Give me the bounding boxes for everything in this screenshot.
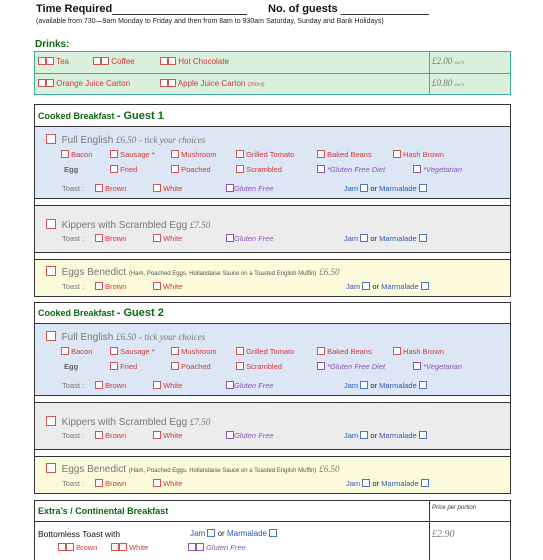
extras-brown-checkbox-2[interactable]: [66, 543, 74, 551]
guest-2-kip-white: White: [153, 431, 182, 440]
extras-jam-checkbox[interactable]: [207, 529, 215, 537]
guest-1-ben-jam-checkbox[interactable]: [362, 282, 370, 290]
guest-2-grilled-tomato-checkbox[interactable]: [236, 347, 244, 355]
guest-1-fe-toast: Toast :: [62, 184, 85, 193]
guest-2-fried-checkbox[interactable]: [110, 362, 118, 370]
drinks-heading: Drinks:: [35, 39, 70, 50]
guest-1-bacon-checkbox[interactable]: [61, 150, 69, 158]
guest-1-fe-marmalade-checkbox[interactable]: [419, 184, 427, 192]
guest-2-baked-beans: Baked Beans: [317, 347, 372, 356]
guest-1-ben-brown: Brown: [95, 282, 126, 291]
guest-1-fe-jam-checkbox[interactable]: [360, 184, 368, 192]
time-required-label: Time Required: [36, 3, 247, 15]
guest-2-sausage: Sausage *: [110, 347, 155, 356]
guest-2-poached: Poached: [171, 362, 211, 371]
guest-2-ben-white: White: [153, 479, 182, 488]
guest-2-mushroom: Mushroom: [171, 347, 217, 356]
guest-1-ben-brown-checkbox[interactable]: [95, 282, 103, 290]
guest-1-ben-marmalade-checkbox[interactable]: [421, 282, 429, 290]
guest-1-fe-brown: Brown: [95, 184, 126, 193]
guest-2-full-english-title: Full English £6.50 - tick your choices: [46, 331, 205, 343]
guest-1-kip-gluten-checkbox[interactable]: [226, 234, 234, 242]
guest-2-fried: Fried: [110, 362, 137, 371]
coffee-checkbox[interactable]: [93, 57, 101, 65]
guest-2-kip-toast: Toast :: [62, 431, 85, 440]
extras-marmalade-checkbox[interactable]: [269, 529, 277, 537]
guest-2-kip-jam-checkbox[interactable]: [360, 431, 368, 439]
orange-juice-checkbox[interactable]: [38, 79, 46, 87]
guest-2-mushroom-checkbox[interactable]: [171, 347, 179, 355]
extras-heading: Extra’s / Continental Breakfast: [38, 506, 169, 516]
guest-2-sausage-checkbox[interactable]: [110, 347, 118, 355]
extras-gluten: Gluten Free: [188, 543, 246, 552]
guests-field[interactable]: [341, 5, 429, 15]
guest-2-scrambled: Scrambled: [236, 362, 282, 371]
guest-2-gluten-diet-checkbox[interactable]: [317, 362, 325, 370]
guest-2-hash-brown: Hash Brown: [393, 347, 444, 356]
extras-white-checkbox[interactable]: [111, 543, 119, 551]
guest-1-egg-label: Egg: [64, 165, 79, 174]
guest-2-benedict-panel: [34, 456, 511, 494]
guest-1-heading: Cooked Breakfast - Guest 1: [38, 110, 164, 122]
guest-2-ben-white-checkbox[interactable]: [153, 479, 161, 487]
guest-1-fe-gluten: Gluten Free: [226, 184, 274, 193]
guest-2-scrambled-checkbox[interactable]: [236, 362, 244, 370]
guest-2-kippers-checkbox[interactable]: [46, 416, 56, 426]
guest-1-vegetarian-checkbox[interactable]: [413, 165, 421, 173]
extras-white: White: [111, 543, 148, 552]
drinks-row-1: [38, 57, 69, 66]
guest-2-fe-gluten-checkbox[interactable]: [226, 381, 234, 389]
guest-1-full-english-title: Full English £6.50 - tick your choices: [46, 134, 205, 146]
extras-brown: Brown: [58, 543, 97, 552]
guest-1-fe-jam: Jam or Marmalade: [344, 184, 427, 193]
guest-2-vegetarian: *Vegetarian: [413, 362, 462, 371]
guest-2-gluten-diet: *Gluten Free Diet: [317, 362, 385, 371]
guest-1-ben-toast: Toast :: [62, 282, 85, 291]
guest-1-items-row: Bacon: [61, 150, 92, 159]
guest-2-poached-checkbox[interactable]: [171, 362, 179, 370]
tea-checkbox[interactable]: [38, 57, 46, 65]
guest-1-gluten-diet-checkbox[interactable]: [317, 165, 325, 173]
extras-brown-checkbox[interactable]: [58, 543, 66, 551]
guest-2-fe-white-checkbox[interactable]: [153, 381, 161, 389]
guest-2-baked-beans-checkbox[interactable]: [317, 347, 325, 355]
guests-label: No. of guests: [268, 3, 429, 15]
guest-2-fe-jam: Jam or Marmalade: [344, 381, 427, 390]
guest-1-sausage-checkbox[interactable]: [110, 150, 118, 158]
guest-2-egg-label: Egg: [64, 362, 79, 371]
guest-2-fe-white: White: [153, 381, 182, 390]
guest-2-benedict-checkbox[interactable]: [46, 463, 56, 473]
guest-1-kip-jam: Jam or Marmalade: [344, 234, 427, 243]
orange-juice-option: Orange Juice Carton: [38, 79, 130, 88]
guest-2-kip-gluten-checkbox[interactable]: [226, 431, 234, 439]
guest-1-kippers-title: Kippers with Scrambled Egg £7.50: [46, 219, 210, 231]
guest-1-kip-jam-checkbox[interactable]: [360, 234, 368, 242]
guest-2-fe-toast: Toast :: [62, 381, 85, 390]
guest-1-sausage: Sausage *: [110, 150, 155, 159]
extras-jam: Jam or Marmalade: [190, 529, 277, 538]
guest-2-heading: Cooked Breakfast - Guest 2: [38, 307, 164, 319]
guest-1-scrambled-checkbox[interactable]: [236, 165, 244, 173]
guest-1-kip-white: White: [153, 234, 182, 243]
hot-chocolate-option: Hot Chocolate: [160, 57, 229, 66]
extras-price: £2.90: [432, 529, 455, 540]
hot-chocolate-checkbox-2[interactable]: [168, 57, 176, 65]
guest-1-benedict-panel: [34, 259, 511, 297]
guest-2-bacon-checkbox[interactable]: [61, 347, 69, 355]
guest-2-ben-brown: Brown: [95, 479, 126, 488]
guest-1-benedict-title: Eggs Benedict (Ham, Poached Eggs, Hollandaise Sauce on a Toasted English Muffin) £6.50: [46, 266, 339, 278]
guest-2-ben-brown-checkbox[interactable]: [95, 479, 103, 487]
tea-checkbox-2[interactable]: [46, 57, 54, 65]
guest-1-kippers-checkbox[interactable]: [46, 219, 56, 229]
guest-2-kip-brown: Brown: [95, 431, 126, 440]
guest-2-fe-brown: Brown: [95, 381, 126, 390]
time-required-field[interactable]: [112, 5, 247, 15]
extras-white-checkbox-2[interactable]: [119, 543, 127, 551]
hot-chocolate-checkbox[interactable]: [160, 57, 168, 65]
guest-2-fe-marmalade-checkbox[interactable]: [419, 381, 427, 389]
guest-2-bacon: Bacon: [61, 347, 92, 356]
guest-1-poached: Poached: [171, 165, 211, 174]
guest-1-fried-checkbox[interactable]: [110, 165, 118, 173]
guest-1-fe-white-checkbox[interactable]: [153, 184, 161, 192]
guest-1-ben-white: White: [153, 282, 182, 291]
guest-2-kip-white-checkbox[interactable]: [153, 431, 161, 439]
guest-2-ben-toast: Toast :: [62, 479, 85, 488]
guest-2-grilled-tomato: Grilled Tomato: [236, 347, 294, 356]
guest-2-fe-gluten: Gluten Free: [226, 381, 274, 390]
guest-2-kip-brown-checkbox[interactable]: [95, 431, 103, 439]
guest-1-gluten-diet: *Gluten Free Diet: [317, 165, 385, 174]
guest-1-fe-gluten-checkbox[interactable]: [226, 184, 234, 192]
guest-2-benedict-title: Eggs Benedict (Ham, Poached Eggs, Hollandaise Sauce on a Toasted English Muffin) £6.50: [46, 463, 339, 475]
guest-2-kippers-title: Kippers with Scrambled Egg £7.50: [46, 416, 210, 428]
drinks-price-1: £2.00 each: [432, 56, 464, 66]
guest-2-full-english-checkbox[interactable]: [46, 331, 56, 341]
guest-1-kip-brown-checkbox[interactable]: [95, 234, 103, 242]
guest-1-fried: Fried: [110, 165, 137, 174]
guest-1-mushroom: Mushroom: [171, 150, 217, 159]
guest-1-fe-brown-checkbox[interactable]: [95, 184, 103, 192]
guest-2-ben-jam: Jam or Marmalade: [346, 479, 429, 488]
guest-2-kip-jam: Jam or Marmalade: [344, 431, 427, 440]
guest-1-grilled-tomato-checkbox[interactable]: [236, 150, 244, 158]
guest-2-ben-jam-checkbox[interactable]: [362, 479, 370, 487]
guest-1-fe-white: White: [153, 184, 182, 193]
guest-1-kip-marmalade-checkbox[interactable]: [419, 234, 427, 242]
guest-1-kip-gluten: Gluten Free: [226, 234, 274, 243]
guest-1-grilled-tomato: Grilled Tomato: [236, 150, 294, 159]
guest-1-benedict-checkbox[interactable]: [46, 266, 56, 276]
tea-label: Tea: [56, 57, 69, 66]
guest-2-vegetarian-checkbox[interactable]: [413, 362, 421, 370]
coffee-option: Coffee: [93, 57, 135, 66]
guest-1-full-english-checkbox[interactable]: [46, 134, 56, 144]
guest-1-kip-toast: Toast :: [62, 234, 85, 243]
guest-1-vegetarian: *Vegetarian: [413, 165, 462, 174]
guest-1-baked-beans-checkbox[interactable]: [317, 150, 325, 158]
guest-1-poached-checkbox[interactable]: [171, 165, 179, 173]
guest-1-kip-brown: Brown: [95, 234, 126, 243]
guest-1-baked-beans: Baked Beans: [317, 150, 372, 159]
guest-2-kip-marmalade-checkbox[interactable]: [419, 431, 427, 439]
guest-1-kip-white-checkbox[interactable]: [153, 234, 161, 242]
guest-1-mushroom-checkbox[interactable]: [171, 150, 179, 158]
apple-juice-checkbox[interactable]: [160, 79, 168, 87]
guest-1-hash-brown-checkbox[interactable]: [393, 150, 401, 158]
coffee-checkbox-2[interactable]: [101, 57, 109, 65]
extras-gluten-checkbox[interactable]: [188, 543, 196, 551]
drinks-price-2: £0.80 each: [432, 78, 464, 88]
guest-2-kip-gluten: Gluten Free: [226, 431, 274, 440]
guest-2-hash-brown-checkbox[interactable]: [393, 347, 401, 355]
availability-note: (available from 730—9am Monday to Friday and then from 8am to 930am Saturday, Sunday and Bank Holidays): [36, 18, 384, 25]
guest-2-fe-brown-checkbox[interactable]: [95, 381, 103, 389]
bottomless-toast-title: Bottomless Toast with: [38, 529, 121, 539]
apple-juice-checkbox-2[interactable]: [168, 79, 176, 87]
extras-gluten-checkbox-2[interactable]: [196, 543, 204, 551]
orange-juice-checkbox-2[interactable]: [46, 79, 54, 87]
guest-1-ben-white-checkbox[interactable]: [153, 282, 161, 290]
guest-1-scrambled: Scrambled: [236, 165, 282, 174]
apple-juice-option: Apple Juice Carton (200ml): [160, 79, 265, 88]
guest-1-ben-jam: Jam or Marmalade: [346, 282, 429, 291]
guest-2-fe-jam-checkbox[interactable]: [360, 381, 368, 389]
price-per-portion-header: Price per portion: [432, 505, 477, 511]
guest-1-hash-brown: Hash Brown: [393, 150, 444, 159]
guest-2-ben-marmalade-checkbox[interactable]: [421, 479, 429, 487]
